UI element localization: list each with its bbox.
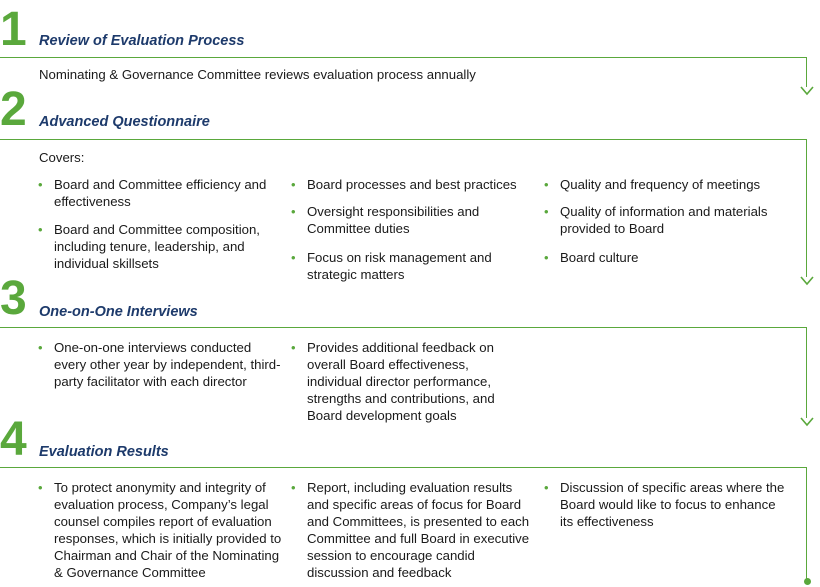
list-item-text: Board culture (560, 250, 639, 265)
bullet-icon: • (544, 480, 549, 495)
list-item-text: To protect anonymity and integrity of evaluation process, Company’s legal counsel compiles report of evaluation responses, which is initially provided to Chairman and Chair of the Nominating & Governance Committee (54, 480, 282, 580)
list-item (38, 339, 286, 390)
list-item (544, 479, 790, 530)
bullet-icon: • (291, 340, 296, 355)
list-item (544, 176, 800, 193)
list-item (38, 479, 286, 581)
list-item-text: Board processes and best practices (307, 177, 517, 192)
step-number: 1 (0, 3, 27, 56)
list-item (544, 203, 790, 237)
list-item (38, 176, 294, 210)
list-item (38, 221, 294, 272)
connector-line (806, 467, 807, 581)
down-arrow-icon (800, 86, 814, 96)
bullet-icon: • (544, 204, 549, 219)
list-item-text: Discussion of specific areas where the Board would like to focus to enhance its effectiveness (560, 480, 785, 529)
step-number: 3 (0, 272, 27, 325)
section-divider (0, 327, 807, 328)
list-item-text: Report, including evaluation results and specific areas of focus for Board and Committees, is presented to each Committee and full Board in executive session to encourage candid discussion and feedback (307, 480, 530, 580)
list-item-text: Focus on risk management and strategic matters (307, 250, 492, 282)
down-arrow-icon (800, 417, 814, 427)
bullet-icon: • (544, 250, 549, 265)
list-item-text: Provides additional feedback on overall Board effectiveness, individual director performance, strengths and contributions, and Board development goals (307, 340, 495, 423)
bullet-icon: • (291, 480, 296, 495)
covers-label: Covers: (39, 150, 85, 165)
bullet-icon: • (38, 340, 43, 355)
section-divider (0, 139, 807, 140)
bullet-icon: • (291, 250, 296, 265)
list-item (291, 339, 519, 424)
bullet-icon: • (38, 177, 43, 192)
step-title: Review of Evaluation Process (39, 33, 245, 49)
bullet-icon: • (38, 222, 43, 237)
list-item-text: Oversight responsibilities and Committee duties (307, 204, 480, 236)
step-title: Evaluation Results (39, 444, 169, 460)
bullet-icon: • (291, 204, 296, 219)
list-item (291, 203, 507, 237)
step-title: One-on-One Interviews (39, 304, 198, 320)
connector-line (806, 139, 807, 277)
connector-line (806, 327, 807, 418)
list-item (544, 249, 800, 266)
bullet-icon: • (291, 177, 296, 192)
bullet-icon: • (38, 480, 43, 495)
end-dot-icon (804, 578, 811, 585)
step-number: 4 (0, 413, 27, 466)
step-title: Advanced Questionnaire (39, 114, 210, 130)
list-item-text: Quality of information and materials provided to Board (560, 204, 768, 236)
list-item-text: Quality and frequency of meetings (560, 177, 761, 192)
list-item-text: One-on-one interviews conducted every other year by independent, third-party facilitator with each director (54, 340, 281, 389)
bullet-icon: • (544, 177, 549, 192)
section-divider (0, 57, 807, 58)
step-description: Nominating & Governance Committee reviews evaluation process annually (39, 67, 476, 82)
list-item-text: Board and Committee composition, including tenure, leadership, and individual skillsets (54, 222, 260, 271)
step-number: 2 (0, 83, 27, 136)
list-item (291, 249, 512, 283)
section-divider (0, 467, 807, 468)
list-item (291, 479, 532, 581)
list-item-text: Board and Committee efficiency and effectiveness (54, 177, 267, 209)
connector-line (806, 57, 807, 87)
down-arrow-icon (800, 276, 814, 286)
list-item (291, 176, 547, 193)
